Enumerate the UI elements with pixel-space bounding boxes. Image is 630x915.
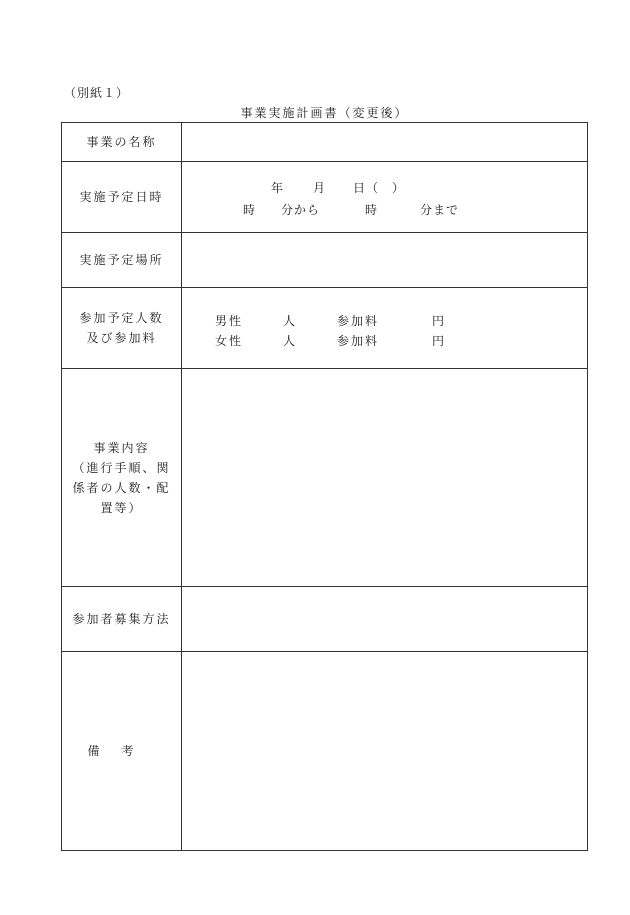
notes-label-cell bbox=[62, 652, 182, 851]
row-recruitment-method bbox=[62, 587, 588, 652]
attachment-label: （別紙１） bbox=[64, 86, 130, 100]
content-label-line1: 事業内容 bbox=[93, 440, 150, 455]
event-content-field[interactable] bbox=[182, 369, 588, 587]
male-fee-label: 参加料 bbox=[337, 314, 380, 328]
scheduled-datetime-field[interactable] bbox=[182, 162, 588, 233]
scheduled-place-label: 実施予定場所 bbox=[62, 233, 182, 288]
content-label-line4: 置等） bbox=[100, 500, 143, 515]
male-person-unit: 人 bbox=[283, 314, 298, 328]
start-hour-unit: 時 bbox=[243, 203, 257, 217]
female-fee-label: 参加料 bbox=[337, 334, 380, 348]
notes-field[interactable] bbox=[182, 652, 588, 851]
document-title: 事業実施計画書（変更後） bbox=[240, 106, 409, 120]
month-unit: 月 bbox=[313, 181, 327, 195]
row-event-name bbox=[62, 123, 588, 162]
plan-form-table bbox=[61, 122, 588, 851]
female-person-unit: 人 bbox=[283, 334, 298, 348]
scheduled-datetime-label: 実施予定日時 bbox=[62, 162, 182, 233]
notes-label: 備考 bbox=[87, 744, 156, 758]
participants-label-line2: 及び参加料 bbox=[86, 331, 157, 345]
event-name-field[interactable] bbox=[182, 123, 588, 162]
participants-fee-label bbox=[62, 288, 182, 369]
start-minute-unit: 分から bbox=[281, 203, 321, 217]
row-scheduled-datetime bbox=[62, 162, 588, 233]
scheduled-place-field[interactable] bbox=[182, 233, 588, 288]
event-name-label: 事業の名称 bbox=[62, 123, 182, 162]
end-minute-unit: 分まで bbox=[420, 203, 460, 217]
participants-label-line1: 参加予定人数 bbox=[79, 311, 164, 325]
end-hour-unit: 時 bbox=[365, 203, 379, 217]
content-label-line2: （進行手順、関 bbox=[72, 460, 171, 475]
female-label: 女性 bbox=[215, 334, 244, 348]
participants-fee-field[interactable] bbox=[182, 288, 588, 369]
row-event-content bbox=[62, 369, 588, 587]
male-label: 男性 bbox=[215, 314, 244, 328]
row-participants-fee bbox=[62, 288, 588, 369]
recruitment-method-field[interactable] bbox=[182, 587, 588, 652]
content-label-line3: 係者の人数・配 bbox=[72, 480, 171, 495]
year-unit: 年 bbox=[271, 181, 285, 195]
day-unit: 日（ ） bbox=[353, 181, 406, 195]
female-yen-unit: 円 bbox=[432, 334, 447, 348]
row-notes bbox=[62, 652, 588, 851]
recruitment-method-label: 参加者募集方法 bbox=[62, 587, 182, 652]
male-yen-unit: 円 bbox=[432, 314, 447, 328]
row-scheduled-place bbox=[62, 233, 588, 288]
event-content-label bbox=[62, 369, 182, 587]
